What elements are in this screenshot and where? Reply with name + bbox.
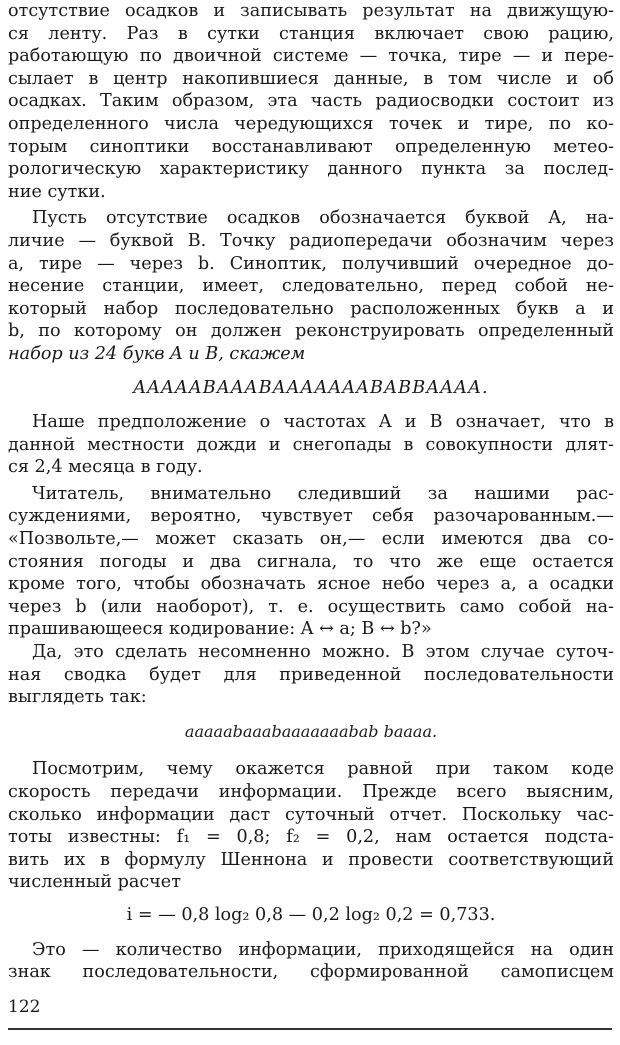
- text-line: скорость передачи информации. Прежде всего выясним,: [8, 782, 614, 802]
- text-line: знак последовательности, сформированной самописцем: [8, 962, 614, 983]
- paragraph-6: [8, 758, 614, 894]
- shannon-equation: i = — 0,8 log₂ 0,8 — 0,2 log₂ 0,2 = 0,733.: [126, 904, 496, 925]
- text-line: ная сводка будет для приведенной последовательности: [8, 664, 614, 685]
- text-line: торым синоптики восстанавливают определенную метео-: [8, 136, 614, 157]
- text-line: определенного числа чередующихся точек и тире, по ко-: [8, 113, 614, 134]
- paragraph-5: [8, 641, 614, 709]
- text-line: Читатель, внимательно следивший за нашими рас-: [32, 483, 614, 504]
- text-line: вить их в формулу Шеннона и провести соответствующий: [8, 849, 614, 870]
- text-line: численный расчет: [8, 872, 181, 893]
- paragraph-1: [8, 0, 614, 203]
- bottom-rule: [8, 1028, 612, 1030]
- text-line: «Позвольте,— может сказать он,— если имеются два со-: [8, 529, 614, 550]
- text-line: Пусть отсутствие осадков обозначается буквой A, на-: [32, 208, 614, 229]
- text-line: через b (или наоборот), т. е. осуществить само собой на-: [8, 596, 614, 617]
- paragraph-2: [8, 207, 614, 365]
- text-line: личие — буквой B. Точку радиопередачи обозначим через: [8, 230, 614, 251]
- text-line: Наше предположение о частотах A и B означает, что в: [32, 412, 614, 433]
- text-line: стояния погоды и два сигнала, то что же еще остается: [8, 551, 614, 572]
- text-line: работающую по двоичной системе — точка, тире — и пере-: [8, 46, 614, 67]
- paragraph-3: [8, 411, 614, 479]
- text-line: прашивающееся кодирование: A ↔ a; B ↔ b?»: [8, 619, 432, 640]
- text-line: ние сутки.: [8, 181, 106, 202]
- text-line: ся 2,4 месяца в году.: [8, 457, 203, 478]
- text-line: сколько информации даст суточный отчет. Поскольку час-: [8, 804, 614, 825]
- text-line: ся ленту. Раз в сутки станция включает свою рацию,: [8, 23, 614, 44]
- text-line: данной местности дожди и снегопады в совокупности длят-: [8, 434, 614, 455]
- sequence-ab-lower: aaaaabaaabaaaaaaabab baaaa.: [184, 721, 438, 741]
- text-line: несение станции, имеет, следовательно, перед собой не-: [8, 276, 614, 297]
- paragraph-7: [8, 939, 614, 984]
- text-line: тоты известны: f₁ = 0,8; f₂ = 0,2, нам остается подста-: [8, 827, 614, 848]
- text-line: выглядеть так:: [8, 687, 147, 708]
- text-line: осадках. Таким образом, эта часть радиосводки состоит из: [8, 91, 614, 112]
- paragraph-4: [8, 483, 614, 641]
- text-line: Это — количество информации, приходящейся на один: [32, 939, 614, 960]
- text-line: a, тире — через b. Синоптик, получивший очередное до-: [8, 253, 614, 274]
- text-line: рологическую характеристику данного пункта за послед-: [8, 159, 614, 180]
- text-line: Да, это сделать несомненно можно. В этом случае суточ-: [32, 642, 614, 663]
- text-line: кроме того, чтобы обозначать ясное небо через a, а осадки: [8, 574, 614, 595]
- text-line: отсутствие осадков и записывать результат на движущую-: [8, 1, 614, 21]
- text-line: набор из 24 букв A и B, скажем: [8, 343, 306, 364]
- text-line: Посмотрим, чему окажется равной при таком коде: [32, 759, 614, 780]
- text-line: который набор последовательно расположенных букв a и: [8, 298, 614, 319]
- text-line: суждениями, вероятно, чувствует себя разочарованным.—: [8, 506, 614, 527]
- text-line: сылает в центр накопившиеся данные, в том числе и об: [8, 68, 614, 89]
- sequence-ab-upper: AAAAABAAABAAAAAAABABBAAAA.: [133, 377, 489, 398]
- page-body: [8, 0, 614, 984]
- text-line: b, по которому он должен реконструировать определенный: [8, 321, 614, 342]
- page-number: 122: [8, 997, 41, 1017]
